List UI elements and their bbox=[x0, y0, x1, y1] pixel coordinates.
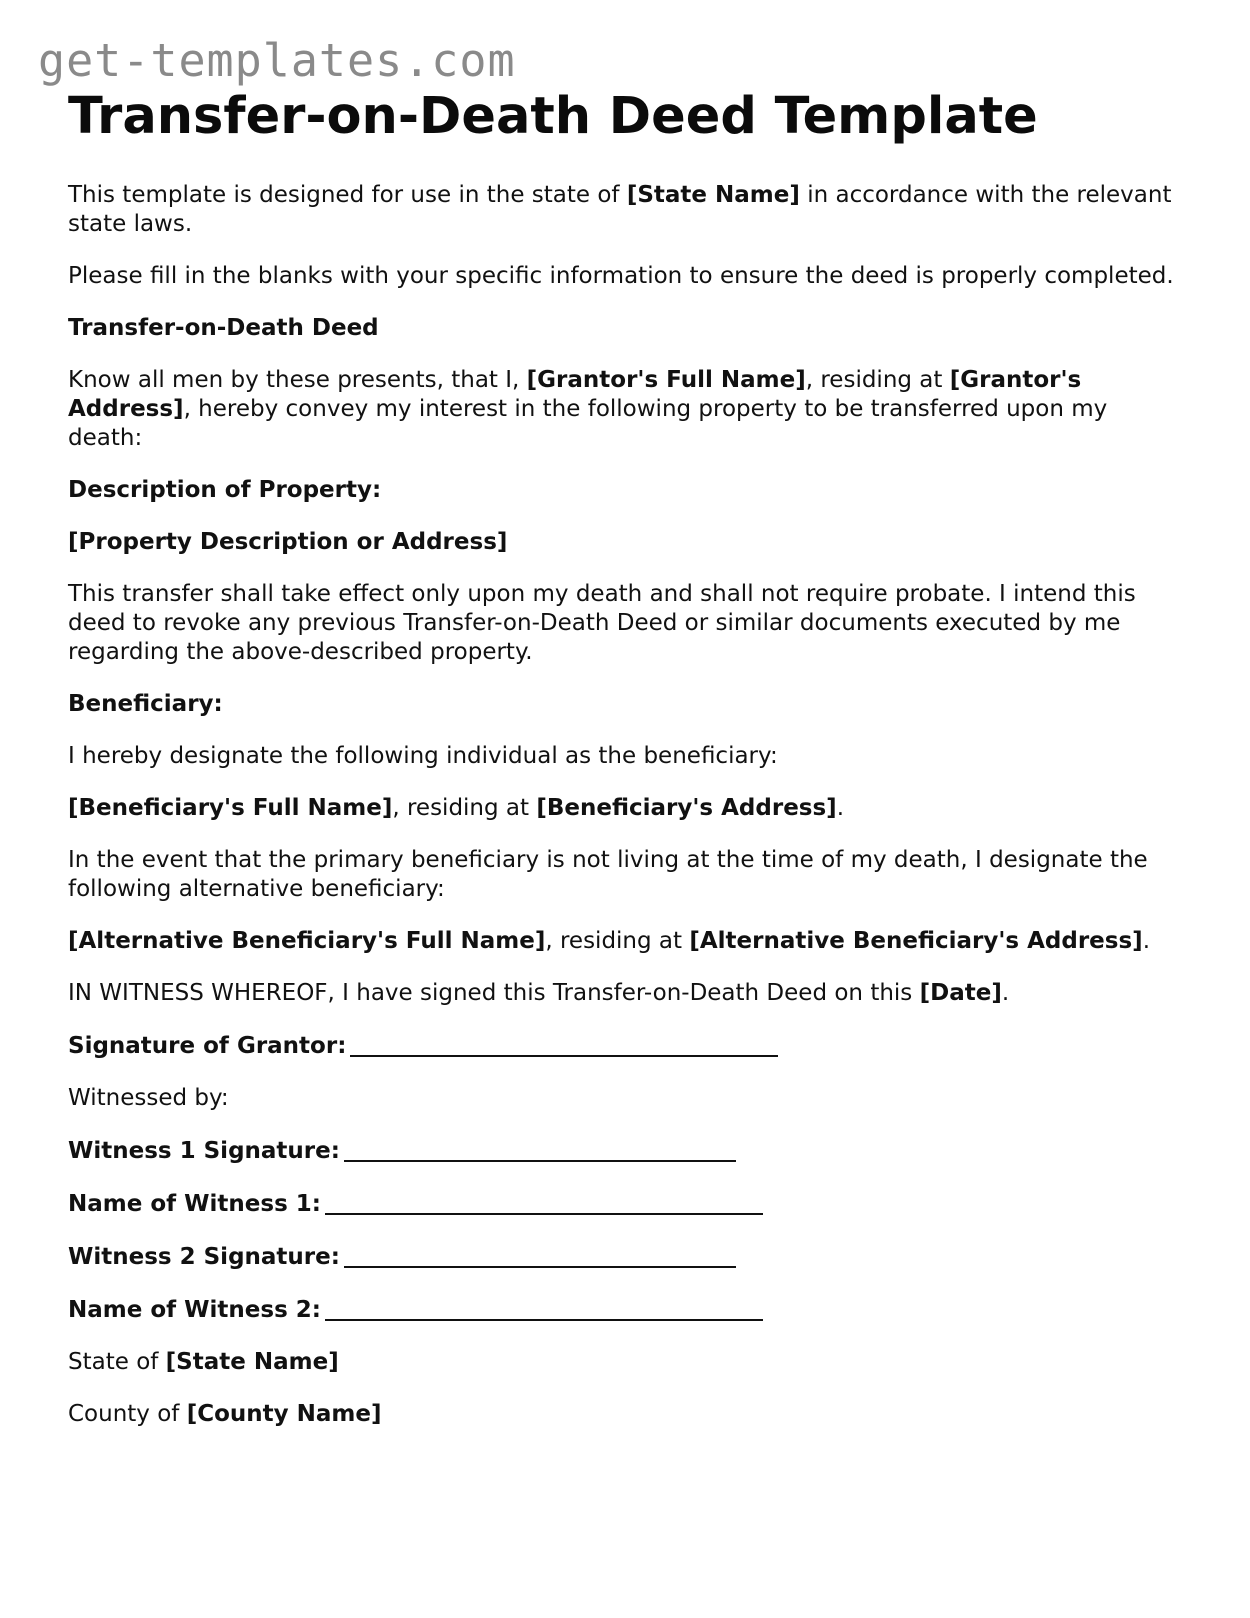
property-heading-text: Description of Property: bbox=[68, 477, 382, 504]
text: State of bbox=[68, 1349, 166, 1376]
property-description bbox=[68, 528, 1183, 557]
witness2-signature-row bbox=[68, 1242, 1183, 1272]
watermark: get-templates.com bbox=[38, 34, 516, 87]
grantor-name-placeholder: [Grantor's Full Name] bbox=[526, 367, 806, 394]
beneficiary-address-placeholder: [Beneficiary's Address] bbox=[536, 795, 837, 822]
document-body bbox=[68, 88, 1183, 1452]
witnessed-by: Witnessed by: bbox=[68, 1085, 229, 1112]
intro-paragraph-instructions: Please fill in the blanks with your specific information to ensure the deed is properly completed. bbox=[68, 263, 1174, 290]
beneficiary-heading-text: Beneficiary: bbox=[68, 691, 223, 718]
text: , residing at bbox=[392, 795, 537, 822]
notary-county-placeholder: [County Name] bbox=[186, 1401, 382, 1428]
page-title: Transfer-on-Death Deed Template bbox=[68, 87, 1038, 146]
deed-heading bbox=[68, 314, 1183, 343]
text: . bbox=[836, 795, 844, 822]
text: . bbox=[1142, 928, 1150, 955]
text: IN WITNESS WHEREOF, I have signed this Transfer-on-Death Deed on this bbox=[68, 980, 920, 1007]
intro-paragraph-state bbox=[68, 181, 1183, 239]
witness2-name-label: Name of Witness 2: bbox=[68, 1297, 321, 1324]
property-heading bbox=[68, 476, 1183, 505]
witness2-signature-line[interactable] bbox=[344, 1242, 736, 1268]
property-description-placeholder: [Property Description or Address] bbox=[68, 529, 508, 556]
beneficiary-line bbox=[68, 794, 1183, 823]
text: , residing at bbox=[805, 367, 950, 394]
alt-beneficiary-name-placeholder: [Alternative Beneficiary's Full Name] bbox=[68, 928, 546, 955]
witness1-name-label: Name of Witness 1: bbox=[68, 1191, 321, 1218]
notary-state-row bbox=[68, 1348, 1183, 1377]
text: Know all men by these presents, that I, bbox=[68, 367, 527, 394]
beneficiary-heading bbox=[68, 690, 1183, 719]
text: This template is designed for use in the state of bbox=[68, 182, 627, 209]
alternative-beneficiary-line bbox=[68, 927, 1183, 956]
witness1-name-line[interactable] bbox=[325, 1189, 763, 1215]
text: . bbox=[1001, 980, 1010, 1007]
witness1-signature-line[interactable] bbox=[344, 1136, 736, 1162]
effect-paragraph: This transfer shall take effect only upon my death and shall not require probate. I intend this deed to revoke any previous Transfer-on-Death Deed or similar documents executed by me regarding the above-described property. bbox=[68, 581, 1136, 666]
alternative-event-paragraph: In the event that the primary beneficiary is not living at the time of my death, I designate the following alternative beneficiary: bbox=[68, 847, 1148, 903]
beneficiary-name-placeholder: [Beneficiary's Full Name] bbox=[68, 795, 393, 822]
witness1-signature-label: Witness 1 Signature: bbox=[68, 1138, 340, 1165]
text: County of bbox=[68, 1401, 187, 1428]
notary-county-row bbox=[68, 1400, 1183, 1429]
grantor-address-placeholder: [Grantor's Address] bbox=[68, 367, 1082, 423]
witness1-name-row bbox=[68, 1189, 1183, 1219]
conveyance-paragraph bbox=[68, 366, 1183, 453]
witness2-signature-label: Witness 2 Signature: bbox=[68, 1244, 340, 1271]
text: , residing at bbox=[545, 928, 690, 955]
alt-beneficiary-address-placeholder: [Alternative Beneficiary's Address] bbox=[689, 928, 1143, 955]
grantor-signature-label: Signature of Grantor: bbox=[68, 1033, 347, 1060]
designate-paragraph: I hereby designate the following individual as the beneficiary: bbox=[68, 743, 778, 770]
state-name-placeholder: [State Name] bbox=[626, 182, 800, 209]
deed-heading-text: Transfer-on-Death Deed bbox=[68, 315, 379, 342]
witness1-signature-row bbox=[68, 1136, 1183, 1166]
text: in accordance with the relevant state laws. bbox=[68, 182, 1172, 238]
notary-state-placeholder: [State Name] bbox=[165, 1349, 339, 1376]
grantor-signature-line[interactable] bbox=[350, 1031, 778, 1057]
witness2-name-line[interactable] bbox=[325, 1295, 763, 1321]
date-placeholder: [Date] bbox=[919, 980, 1002, 1007]
grantor-signature-row bbox=[68, 1031, 1183, 1061]
in-witness-paragraph bbox=[68, 979, 1183, 1008]
text: , hereby convey my interest in the following property to be transferred upon my death: bbox=[68, 396, 1108, 452]
witness2-name-row bbox=[68, 1295, 1183, 1325]
